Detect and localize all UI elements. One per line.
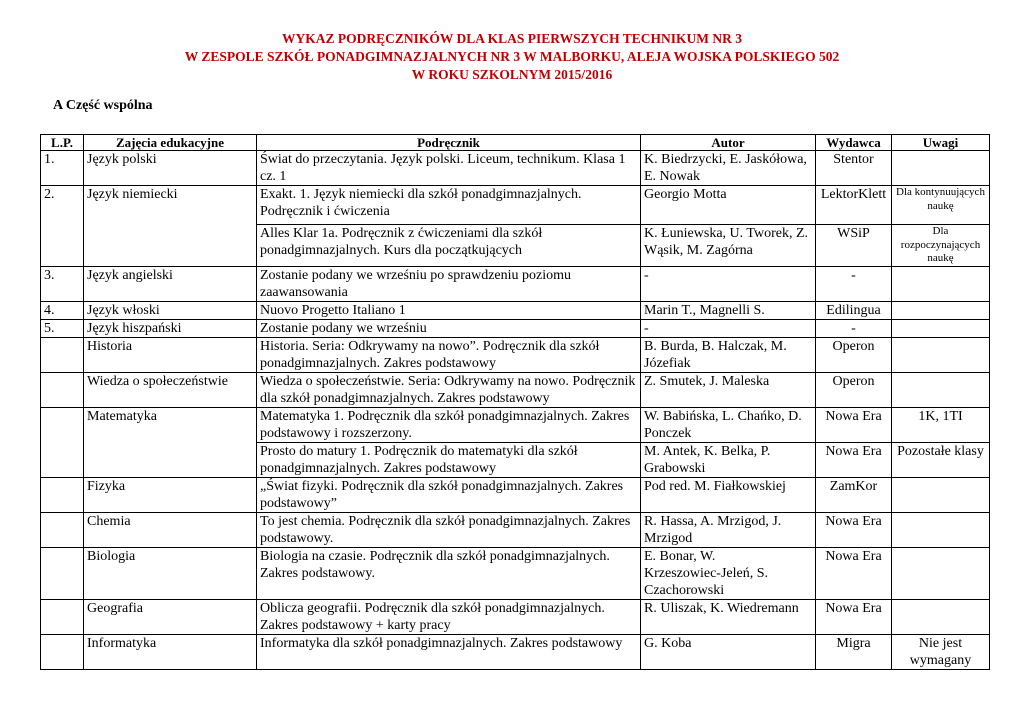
table-row — [41, 301, 990, 319]
cell-subject: Chemia — [84, 512, 257, 547]
header-lp: L.P. — [41, 135, 84, 151]
cell-author: B. Burda, B. Halczak, M. Józefiak — [641, 337, 816, 372]
cell-publisher: Nowa Era — [816, 599, 892, 634]
cell-lp: 1. — [41, 151, 84, 186]
cell-author: G. Koba — [641, 634, 816, 669]
cell-subject: Historia — [84, 337, 257, 372]
cell-publisher: Operon — [816, 337, 892, 372]
cell-book: Zostanie podany we wrześniu po sprawdzeniu poziomu zaawansowania — [257, 266, 641, 301]
cell-author: - — [641, 266, 816, 301]
cell-notes — [892, 319, 990, 337]
cell-lp — [41, 337, 84, 372]
cell-subject: Fizyka — [84, 477, 257, 512]
table-row — [41, 372, 990, 407]
table-row — [41, 477, 990, 512]
cell-subject: Język hiszpański — [84, 319, 257, 337]
cell-publisher: ZamKor — [816, 477, 892, 512]
cell-author: - — [641, 319, 816, 337]
cell-lp: 4. — [41, 301, 84, 319]
cell-author: R. Uliszak, K. Wiedremann — [641, 599, 816, 634]
cell-notes: Dla kontynuujących naukę — [892, 186, 990, 225]
cell-publisher: Operon — [816, 372, 892, 407]
cell-book: To jest chemia. Podręcznik dla szkół ponadgimnazjalnych. Zakres podstawowy. — [257, 512, 641, 547]
cell-lp: 3. — [41, 266, 84, 301]
cell-subject: Geografia — [84, 599, 257, 634]
cell-publisher: Nowa Era — [816, 407, 892, 442]
title-line-1: WYKAZ PODRĘCZNIKÓW DLA KLAS PIERWSZYCH TECHNIKUM NR 3 — [282, 31, 742, 46]
table-row — [41, 337, 990, 372]
section-heading: A Część wspólna — [53, 98, 153, 113]
cell-notes — [892, 372, 990, 407]
cell-notes — [892, 301, 990, 319]
cell-book: Prosto do matury 1. Podręcznik do matematyki dla szkół ponadgimnazjalnych. Zakres podstawowy — [257, 442, 641, 477]
cell-publisher: - — [816, 319, 892, 337]
cell-notes: Dla rozpoczynających naukę — [892, 225, 990, 267]
cell-author: R. Hassa, A. Mrzigod, J. Mrzigod — [641, 512, 816, 547]
cell-author: Pod red. M. Fiałkowskiej — [641, 477, 816, 512]
cell-book: Informatyka dla szkół ponadgimnazjalnych. Zakres podstawowy — [257, 634, 641, 669]
cell-notes — [892, 547, 990, 599]
table-row — [41, 151, 990, 186]
cell-lp — [41, 634, 84, 669]
cell-book: Oblicza geografii. Podręcznik dla szkół ponadgimnazjalnych. Zakres podstawowy + karty pracy — [257, 599, 641, 634]
cell-publisher: WSiP — [816, 225, 892, 267]
header-subject: Zajęcia edukacyjne — [84, 135, 257, 151]
table-row — [41, 599, 990, 634]
cell-book: Zostanie podany we wrześniu — [257, 319, 641, 337]
cell-lp — [41, 599, 84, 634]
table-header-row — [41, 135, 990, 151]
textbook-table — [40, 134, 990, 670]
cell-notes: Pozostałe klasy — [892, 442, 990, 477]
cell-author: E. Bonar, W. Krzeszowiec-Jeleń, S. Czachorowski — [641, 547, 816, 599]
cell-book: Alles Klar 1a. Podręcznik z ćwiczeniami dla szkół ponadgimnazjalnych. Kurs dla początkujących — [257, 225, 641, 267]
cell-publisher: Migra — [816, 634, 892, 669]
document-title — [0, 30, 1024, 84]
cell-author: Marin T., Magnelli S. — [641, 301, 816, 319]
cell-book: Wiedza o społeczeństwie. Seria: Odkrywamy na nowo. Podręcznik dla szkół ponadgimnazjalnych. Zakres podstawowy — [257, 372, 641, 407]
cell-notes — [892, 151, 990, 186]
cell-lp — [41, 477, 84, 512]
table-row — [41, 266, 990, 301]
cell-subject: Biologia — [84, 547, 257, 599]
cell-publisher: Stentor — [816, 151, 892, 186]
cell-author: M. Antek, K. Belka, P. Grabowski — [641, 442, 816, 477]
cell-author: Georgio Motta — [641, 186, 816, 225]
title-line-2: W ZESPOLE SZKÓŁ PONADGIMNAZJALNYCH NR 3 W MALBORKU, ALEJA WOJSKA POLSKIEGO 502 — [184, 49, 840, 64]
cell-author: W. Babińska, L. Chańko, D. Ponczek — [641, 407, 816, 442]
table-row — [41, 512, 990, 547]
cell-book: Matematyka 1. Podręcznik dla szkół ponadgimnazjalnych. Zakres podstawowy i rozszerzony. — [257, 407, 641, 442]
cell-author: Z. Smutek, J. Maleska — [641, 372, 816, 407]
header-publisher: Wydawca — [816, 135, 892, 151]
cell-notes — [892, 477, 990, 512]
cell-subject: Język polski — [84, 151, 257, 186]
cell-publisher: - — [816, 266, 892, 301]
cell-lp: 2. — [41, 186, 84, 267]
cell-lp — [41, 547, 84, 599]
cell-subject: Matematyka — [84, 407, 257, 477]
cell-author: K. Łuniewska, U. Tworek, Z. Wąsik, M. Zagórna — [641, 225, 816, 267]
header-author: Autor — [641, 135, 816, 151]
cell-book: Świat do przeczytania. Język polski. Liceum, technikum. Klasa 1 cz. 1 — [257, 151, 641, 186]
cell-notes: 1K, 1TI — [892, 407, 990, 442]
cell-notes — [892, 266, 990, 301]
cell-book: Biologia na czasie. Podręcznik dla szkół ponadgimnazjalnych. Zakres podstawowy. — [257, 547, 641, 599]
cell-notes: Nie jest wymagany — [892, 634, 990, 669]
cell-subject: Język włoski — [84, 301, 257, 319]
cell-publisher: Nowa Era — [816, 512, 892, 547]
cell-notes — [892, 512, 990, 547]
table-row — [41, 407, 990, 442]
cell-lp: 5. — [41, 319, 84, 337]
table-row — [41, 634, 990, 669]
cell-notes — [892, 337, 990, 372]
cell-publisher: Nowa Era — [816, 442, 892, 477]
cell-lp — [41, 407, 84, 477]
cell-subject: Język angielski — [84, 266, 257, 301]
table-row — [41, 186, 990, 225]
cell-publisher: LektorKlett — [816, 186, 892, 225]
cell-book: Nuovo Progetto Italiano 1 — [257, 301, 641, 319]
cell-publisher: Edilingua — [816, 301, 892, 319]
cell-book: „Świat fizyki. Podręcznik dla szkół ponadgimnazjalnych. Zakres podstawowy” — [257, 477, 641, 512]
cell-subject: Wiedza o społeczeństwie — [84, 372, 257, 407]
title-line-3: W ROKU SZKOLNYM 2015/2016 — [411, 67, 613, 82]
table-row — [41, 547, 990, 599]
cell-publisher: Nowa Era — [816, 547, 892, 599]
cell-author: K. Biedrzycki, E. Jaskółowa, E. Nowak — [641, 151, 816, 186]
table-row — [41, 319, 990, 337]
cell-subject: Język niemiecki — [84, 186, 257, 267]
header-notes: Uwagi — [892, 135, 990, 151]
cell-subject: Informatyka — [84, 634, 257, 669]
cell-notes — [892, 599, 990, 634]
cell-lp — [41, 512, 84, 547]
cell-book: Historia. Seria: Odkrywamy na nowo”. Podręcznik dla szkół ponadgimnazjalnych. Zakres podstawowy — [257, 337, 641, 372]
cell-book: Exakt. 1. Język niemiecki dla szkół ponadgimnazjalnych. Podręcznik i ćwiczenia — [257, 186, 641, 225]
header-book: Podręcznik — [257, 135, 641, 151]
cell-lp — [41, 372, 84, 407]
